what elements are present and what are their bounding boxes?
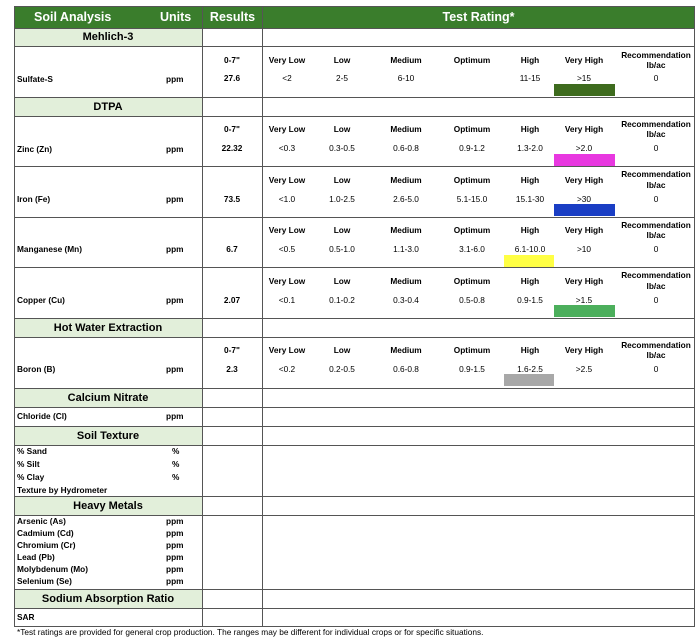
nutrient-result: 27.6 [223,73,241,83]
footnote: *Test ratings are provided for general crop production. The ranges may be different for individual crops or for specific situations. [17,627,484,637]
recommendation-header: Recommendation [621,50,691,60]
heavy-metal-unit: ppm [166,552,184,562]
header-results-label: Results [209,10,256,24]
grid-line-results-left [202,6,203,626]
section-calcium-nitrate [14,388,202,407]
section-dtpa [14,97,202,116]
rating-header-low: Low [333,175,351,185]
header-test-rating-label: Test Rating* [442,10,515,24]
section-soil-texture [14,426,202,445]
recommendation-header: Recommendation [621,169,691,179]
range-optimum: 0.9-1.2 [459,143,485,153]
recommendation-unit: lb/ac [646,230,666,240]
range-optimum: 5.1-15.0 [456,194,488,204]
grid-line-right [694,6,695,626]
range-medium: 0.6-0.8 [393,143,419,153]
heavy-metal-selenium: Selenium (Se) [17,576,72,586]
nutrient-result: 2.3 [226,364,238,374]
nutrient-unit: ppm [166,295,184,305]
rating-header-very-low: Very Low [268,124,306,134]
section-hot-water-label: Hot Water Extraction [53,321,163,334]
rating-header-low: Low [333,345,351,355]
recommendation-value: 0 [653,73,659,83]
range-optimum: 0.9-1.5 [459,364,485,374]
heavy-metal-unit: ppm [166,564,184,574]
rating-header-high: High [520,345,540,355]
section-hot-water-extraction [14,318,202,337]
grid-line-top [14,6,695,7]
grid-line-h [14,217,695,218]
range-low: 0.3-0.5 [329,143,355,153]
range-very-low: <0.2 [278,364,296,374]
grid-line-h [14,589,695,590]
rating-header-very-high: Very High [564,55,604,65]
grid-line-h [14,267,695,268]
section-sar-label: Sodium Absorption Ratio [41,592,175,605]
rating-bar-very-high [554,154,615,166]
rating-header-optimum: Optimum [453,276,491,286]
rating-header-high: High [520,55,540,65]
recommendation-header: Recommendation [621,340,691,350]
range-very-low: <2 [282,73,292,83]
recommendation-value: 0 [653,364,659,374]
rating-header-medium: Medium [390,345,422,355]
grid-line-h [14,445,695,446]
range-very-low: <0.1 [278,295,296,305]
grid-line-h [14,116,695,117]
depth-label: 0-7" [224,55,240,65]
range-very-high: >2.0 [575,143,593,153]
chloride-unit: ppm [166,411,184,421]
heavy-metal-cadmium: Cadmium (Cd) [17,528,74,538]
soil-texture-sand-unit: % [172,446,180,456]
rating-header-low: Low [333,276,351,286]
recommendation-header: Recommendation [621,270,691,280]
range-very-high: >30 [576,194,592,204]
range-medium: 6-10 [397,73,415,83]
rating-header-optimum: Optimum [453,175,491,185]
range-low: 1.0-2.5 [329,194,355,204]
grid-line-h [14,407,695,408]
nutrient-name: Sulfate-S [17,74,53,84]
rating-header-high: High [520,276,540,286]
rating-header-very-low: Very Low [268,345,306,355]
rating-header-very-high: Very High [564,276,604,286]
nutrient-name: Zinc (Zn) [17,144,53,154]
header-units-label: Units [160,10,192,24]
heavy-metal-arsenic: Arsenic (As) [17,516,66,526]
rating-header-very-low: Very Low [268,225,306,235]
recommendation-header: Recommendation [621,119,691,129]
soil-texture-clay: % Clay [17,472,45,482]
grid-line-h [14,608,695,609]
soil-texture-hydrometer: Texture by Hydrometer [17,485,108,495]
range-very-high: >10 [576,244,592,254]
rating-header-high: High [520,225,540,235]
rating-header-high: High [520,124,540,134]
rating-header-medium: Medium [390,55,422,65]
range-very-low: <1.0 [278,194,296,204]
rating-header-low: Low [333,55,351,65]
range-high: 15.1-30 [515,194,545,204]
soil-texture-silt: % Silt [17,459,40,469]
section-dtpa-label: DTPA [93,100,123,113]
range-medium: 0.6-0.8 [393,364,419,374]
rating-header-optimum: Optimum [453,345,491,355]
rating-bar-very-high [554,204,615,216]
grid-line-h [14,28,695,29]
heavy-metal-chromium: Chromium (Cr) [17,540,76,550]
range-optimum: 3.1-6.0 [459,244,485,254]
heavy-metal-unit: ppm [166,516,184,526]
nutrient-unit: ppm [166,194,184,204]
nutrient-unit: ppm [166,244,184,254]
nutrient-unit: ppm [166,74,184,84]
sar-label: SAR [17,612,35,622]
nutrient-name: Iron (Fe) [17,194,51,204]
grid-line-h [14,496,695,497]
range-high: 6.1-10.0 [514,244,546,254]
range-high: 1.3-2.0 [517,143,543,153]
grid-line-h [14,166,695,167]
range-optimum: 0.5-0.8 [459,295,485,305]
nutrient-result: 22.32 [221,143,243,153]
range-very-high: >15 [576,73,592,83]
rating-header-medium: Medium [390,175,422,185]
nutrient-result: 73.5 [223,194,241,204]
rating-header-high: High [520,175,540,185]
recommendation-value: 0 [653,194,659,204]
nutrient-name: Manganese (Mn) [17,244,82,254]
header-test-rating [263,6,694,28]
nutrient-result: 2.07 [223,295,241,305]
recommendation-value: 0 [653,244,659,254]
range-very-high: >1.5 [575,295,593,305]
rating-header-medium: Medium [390,124,422,134]
grid-line-results-right [262,6,263,626]
recommendation-unit: lb/ac [646,129,666,139]
grid-line-h [14,46,695,47]
section-soil-texture-label: Soil Texture [76,429,140,442]
nutrient-name: Copper (Cu) [17,295,65,305]
rating-header-optimum: Optimum [453,124,491,134]
nutrient-unit: ppm [166,144,184,154]
section-sodium-absorption-ratio [14,589,202,608]
range-very-low: <0.5 [278,244,296,254]
range-high: 0.9-1.5 [517,295,543,305]
recommendation-value: 0 [653,143,659,153]
range-medium: 1.1-3.0 [393,244,419,254]
grid-line-h [14,515,695,516]
rating-header-very-high: Very High [564,124,604,134]
heavy-metal-unit: ppm [166,540,184,550]
heavy-metal-molybdenum: Molybdenum (Mo) [17,564,88,574]
grid-line-h [14,97,695,98]
nutrient-result: 6.7 [226,244,238,254]
rating-header-very-low: Very Low [268,55,306,65]
range-very-high: >2.5 [575,364,593,374]
section-heavy-metals [14,496,202,515]
rating-header-very-high: Very High [564,225,604,235]
soil-texture-silt-unit: % [172,459,180,469]
range-low: 0.2-0.5 [329,364,355,374]
rating-bar-high [504,255,554,267]
recommendation-unit: lb/ac [646,60,666,70]
grid-line-left [14,6,15,626]
recommendation-header: Recommendation [621,220,691,230]
rating-header-low: Low [333,124,351,134]
grid-line-h [14,337,695,338]
recommendation-value: 0 [653,295,659,305]
rating-header-very-low: Very Low [268,175,306,185]
depth-label: 0-7" [224,124,240,134]
rating-header-low: Low [333,225,351,235]
range-very-low: <0.3 [278,143,296,153]
range-low: 2-5 [336,73,348,83]
rating-bar-high [504,374,554,386]
range-medium: 0.3-0.4 [393,295,419,305]
rating-header-very-high: Very High [564,345,604,355]
section-mehlich-3 [14,28,202,46]
rating-header-optimum: Optimum [453,55,491,65]
recommendation-unit: lb/ac [646,350,666,360]
header-results [203,6,262,28]
grid-line-h [14,426,695,427]
rating-header-medium: Medium [390,225,422,235]
recommendation-unit: lb/ac [646,281,666,291]
heavy-metal-unit: ppm [166,528,184,538]
soil-texture-clay-unit: % [172,472,180,482]
rating-header-optimum: Optimum [453,225,491,235]
header-soil-analysis [14,6,202,28]
range-low: 0.5-1.0 [329,244,355,254]
rating-header-very-high: Very High [564,175,604,185]
heavy-metal-unit: ppm [166,576,184,586]
rating-bar-very-high [554,84,615,96]
grid-line-h [14,318,695,319]
chloride-name: Chloride (Cl) [17,411,67,421]
range-low: 0.1-0.2 [329,295,355,305]
recommendation-unit: lb/ac [646,180,666,190]
section-mehlich-3-label: Mehlich-3 [82,31,134,43]
rating-header-medium: Medium [390,276,422,286]
rating-bar-very-high [554,305,615,317]
depth-label: 0-7" [224,345,240,355]
section-heavy-metals-label: Heavy Metals [73,499,143,512]
nutrient-name: Boron (B) [17,364,56,374]
range-high: 11-15 [519,73,541,83]
section-calcium-nitrate-label: Calcium Nitrate [67,391,149,404]
rating-header-very-low: Very Low [268,276,306,286]
range-high: 1.6-2.5 [517,364,543,374]
nutrient-unit: ppm [166,364,184,374]
grid-line-h [14,388,695,389]
soil-texture-sand: % Sand [17,446,47,456]
header-soil-analysis-label: Soil Analysis [34,10,112,24]
heavy-metal-lead: Lead (Pb) [17,552,55,562]
range-medium: 2.6-5.0 [393,194,419,204]
